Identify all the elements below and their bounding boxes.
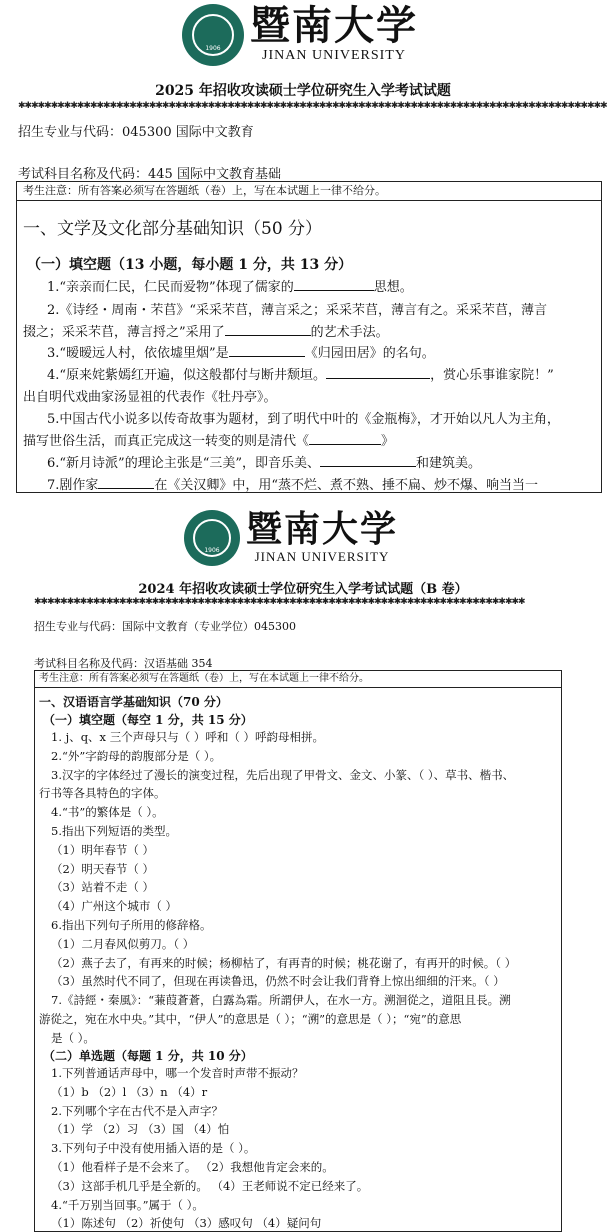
question-line: 是（ ）。 (51, 1030, 95, 1045)
question-7 (47, 474, 538, 493)
question-line: （4）广州这个城市（ ） (51, 899, 177, 914)
question-line: 2.下列哪个字在古代不是入声字？ (51, 1103, 223, 1118)
question-line: 3.下列句子中没有使用插入语的是（ ）。 (51, 1141, 256, 1156)
question-line: （3）虽然时代不同了，但现在再读鲁迅，仍然不时会让我们背脊上惊出细细的汗来。（ ） (51, 974, 505, 989)
seal-year: 1906 (204, 546, 220, 554)
major-code: 招生专业与代码：045300 国际中文教育 (18, 125, 254, 140)
question-2-line1: 2.《诗经・周南・芣苢》“采采芣苢，薄言采之；采采芣苢，薄言有之。采采芣苢，薄言 (47, 303, 548, 318)
star-divider: ✱✱✱✱✱✱✱✱✱✱✱✱✱✱✱✱✱✱✱✱✱✱✱✱✱✱✱✱✱✱✱✱✱✱✱✱✱✱✱✱✱✱✱✱✱✱✱✱✱✱✱✱✱✱✱✱✱✱✱✱✱✱✱✱✱✱✱✱✱✱✱✱✱✱✱ (34, 597, 525, 607)
question-1 (47, 276, 413, 295)
question-line: 2.“外”字韵母的韵腹部分是（ ）。 (51, 748, 222, 763)
exam-page-2024 (0, 504, 606, 1231)
question-line: 游從之，宛在水中央。”其中，“伊人”的意思是（ ）；“溯”的意思是（ ）；“宛”的意思 (39, 1012, 462, 1026)
university-name-en: JINAN UNIVERSITY (254, 549, 390, 564)
question-line: 4.“书”的繁体是（ ）。 (51, 805, 164, 820)
q3-text: 3.“暧暧远人村，依依墟里烟”是 (47, 346, 229, 361)
q6-text: 6.“新月诗派”的理论主张是“三美”，即音乐美、 (47, 456, 320, 471)
seal-year: 1906 (205, 45, 221, 53)
answer-blank (326, 378, 430, 379)
question-line: （3）这部手机几乎是全新的。 （4）王老师说不定已经来了。 (51, 1178, 369, 1193)
university-name-en: JINAN UNIVERSITY (262, 48, 406, 63)
q4-suffix: ，赏心乐事谁家院！” (430, 368, 554, 383)
university-name (250, 2, 418, 64)
exam-content-box (34, 670, 562, 1232)
question-line: （1）陈述句 （2）祈使句 （3）感叹句 （4）疑问句 (51, 1216, 322, 1231)
q6-suffix: 和建筑美。 (416, 456, 482, 471)
exam-page-2025 (0, 0, 607, 493)
university-logo (182, 4, 418, 66)
question-line: （2）燕子去了，有再来的时候；杨柳枯了，有再青的时候；桃花谢了，有再开的时候。（ ） (51, 955, 517, 970)
q2-suffix: 的艺术手法。 (310, 325, 389, 340)
answer-blank (225, 335, 311, 336)
question-5-line2 (23, 430, 394, 449)
subject-code: 考试科目名称及代码：445 国际中文教育基础 (18, 167, 281, 182)
q5-text: 描写世俗生活，而真正完成这一转变的则是清代《 (23, 434, 310, 449)
question-line: 4.“千万别当回事。”属于（ ）。 (51, 1197, 204, 1212)
answer-blank (294, 290, 374, 291)
question-6 (47, 452, 481, 471)
q1-text: 1.“亲亲而仁民，仁民而爱物”体现了儒家的 (47, 280, 294, 295)
section-heading: 一、文学及文化部分基础知识（50 分） (23, 219, 323, 239)
question-5-line1: 5.中国古代小说多以传奇故事为题材，到了明代中叶的《金瓶梅》，才开始以凡人为主角， (47, 412, 560, 427)
question-4-line2: 出自明代戏曲家汤显祖的代表作《牡丹亭》。 (23, 390, 277, 405)
part-heading-fill-blank: （一）填空题（每空 1 分，共 15 分） (43, 713, 253, 727)
answer-blank (320, 466, 416, 467)
question-line: 行书等各具特色的字体。 (39, 786, 166, 801)
question-line: （1）二月春风似剪刀。（ ） (51, 936, 195, 951)
university-name-cn: 暨南大学 (246, 508, 399, 550)
question-line: 3.汉字的字体经过了漫长的演变过程，先后出现了甲骨文、金文、小篆、（ ）、草书、楷书、 (51, 767, 515, 782)
question-line: 7.《詩經・秦風》：“蒹葭蒼蒼，白露為霜。所謂伊人，在水一方。溯洄從之，道阻且長。溯 (51, 993, 511, 1008)
exam-notice: 考生注意：所有答案必须写在答题纸（卷）上，写在本试题上一律不给分。 (35, 671, 561, 688)
exam-title: 2024 年招收攻读硕士学位研究生入学考试试题（B 卷） (138, 582, 468, 597)
university-seal-icon (184, 510, 240, 566)
university-name-cn: 暨南大学 (250, 2, 418, 49)
question-line: 5.指出下列短语的类型。 (51, 824, 177, 838)
question-3 (47, 342, 435, 361)
answer-blank (98, 488, 154, 489)
question-line: （1）明年春节（ ） (51, 842, 154, 857)
question-line: （2）明天春节（ ） (51, 861, 154, 876)
question-line: 6.指出下列句子所用的修辞格。 (51, 918, 212, 932)
part-heading: （一）填空题（13 小题，每小题 1 分，共 13 分） (27, 257, 353, 273)
question-line: （1）学 （2）习 （3）国 （4）怕 (51, 1122, 230, 1137)
star-divider: ✱✱✱✱✱✱✱✱✱✱✱✱✱✱✱✱✱✱✱✱✱✱✱✱✱✱✱✱✱✱✱✱✱✱✱✱✱✱✱✱✱✱✱✱✱✱✱✱✱✱✱✱✱✱✱✱✱✱✱✱✱✱✱✱✱✱✱✱✱✱✱✱✱✱✱✱✱✱✱✱✱✱✱✱✱✱✱✱✱✱ (18, 101, 607, 111)
exam-content-box (16, 181, 602, 493)
q3-suffix: 《归园田居》的名句。 (304, 346, 435, 361)
q1-suffix: 思想。 (373, 280, 413, 295)
answer-blank (229, 356, 305, 357)
section-heading: 一、汉语语言学基础知识（70 分） (39, 695, 228, 709)
question-line: 1. j、q、x 三个声母只与（ ）呼和（ ）呼韵母相拼。 (51, 730, 325, 744)
major-code: 招生专业与代码：国际中文教育（专业学位）045300 (34, 620, 296, 633)
question-line: 1.下列普通话声母中，哪一个发音时声带不振动？ (51, 1066, 304, 1080)
q4-text: 4.“原来姹紫嫣红开遍，似这般都付与断井颓垣。 (47, 368, 327, 383)
exam-notice: 考生注意：所有答案必须写在答题纸（卷）上，写在本试题上一律不给分。 (17, 182, 601, 201)
question-line: （1）b （2）l （3）n （4）r (51, 1084, 208, 1099)
question-4-line1 (47, 364, 554, 383)
university-name (246, 508, 399, 565)
question-line: （1）他看样子是不会来了。 （2）我想他肯定会来的。 (51, 1160, 334, 1174)
subject-code: 考试科目名称及代码：汉语基础 354 (34, 657, 213, 670)
q5-suffix: 》 (381, 434, 395, 449)
q7-suffix: 在《关汉卿》中，用“蒸不烂、煮不熟、捶不扁、炒不爆、响当当一 (154, 478, 539, 493)
q2-text: 掇之；采采芣苢，薄言捋之”采用了 (23, 325, 225, 340)
question-2-line2 (23, 321, 389, 340)
university-seal-icon (182, 4, 244, 66)
q7-text: 7.剧作家 (47, 478, 99, 493)
university-logo (184, 510, 398, 566)
question-line: （3）站着不走（ ） (51, 880, 154, 895)
exam-title: 2025 年招收攻读硕士学位研究生入学考试试题 (155, 83, 451, 99)
answer-blank (309, 444, 381, 445)
part-heading-single-choice: （二）单选题（每题 1 分，共 10 分） (43, 1049, 253, 1063)
